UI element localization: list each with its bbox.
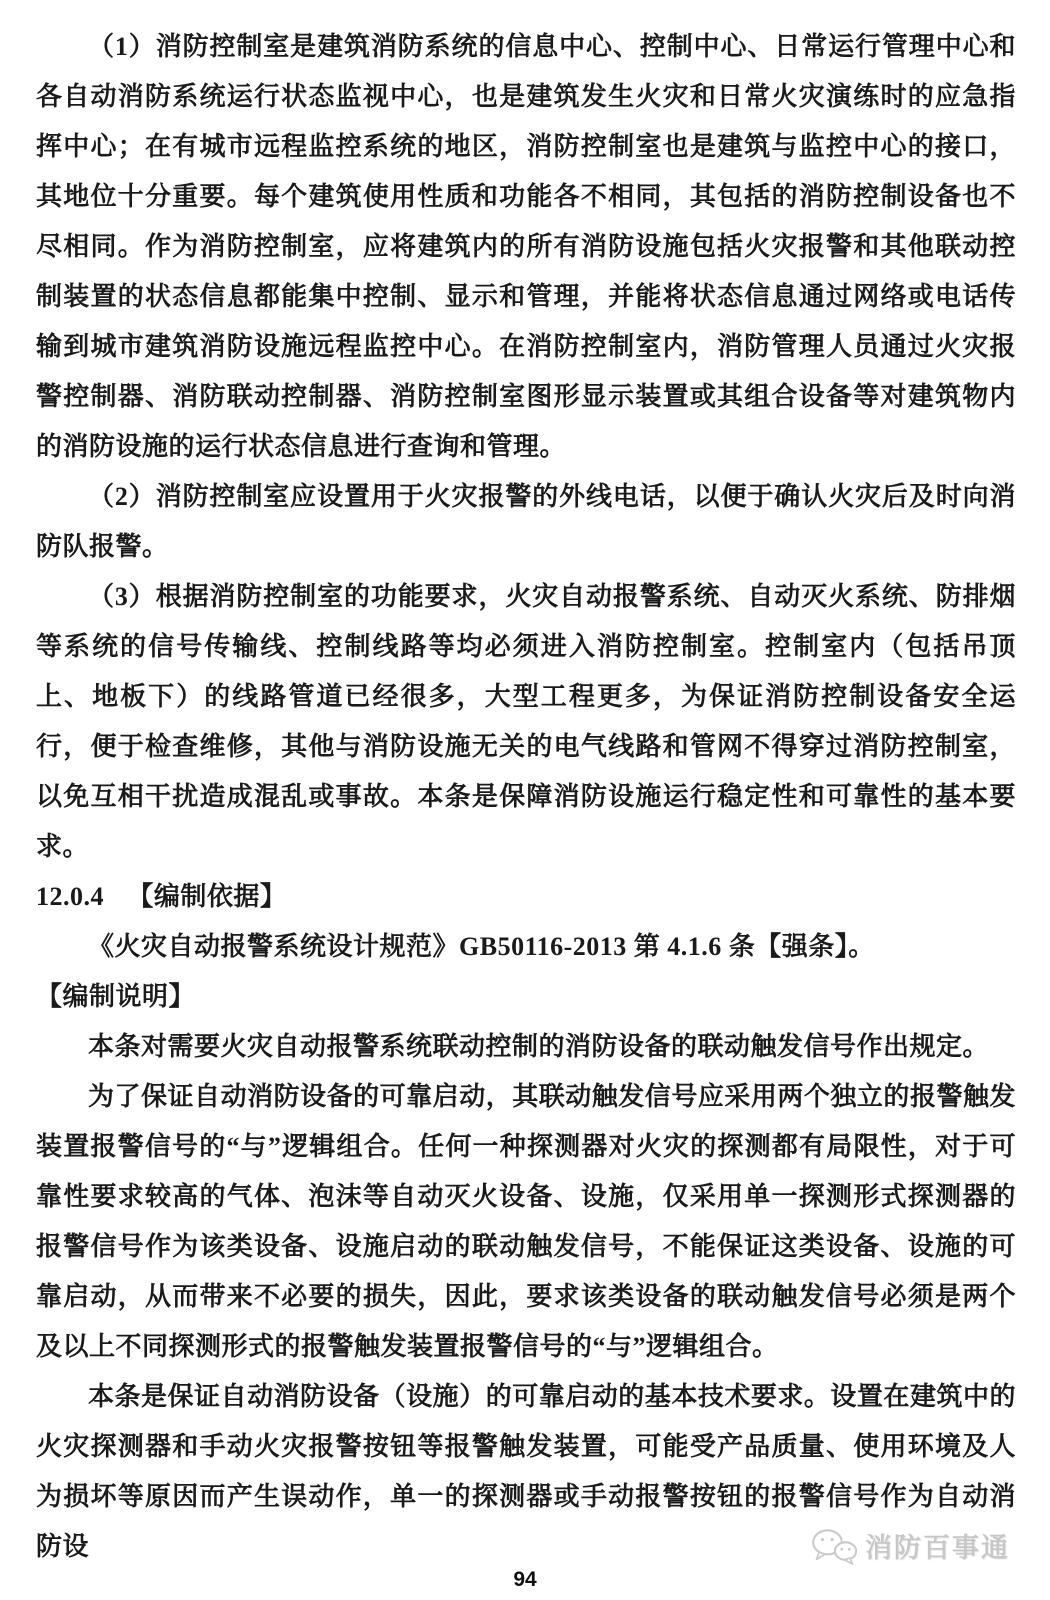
paragraph-item-3: （3）根据消防控制室的功能要求，火灾自动报警系统、自动灭火系统、防排烟等系统的信号传输线、控制线路等均必须进入消防控制室。控制室内（包括吊顶上、地板下）的线路管道已经很多，大型工程更多，为保证消防控制设备安全运行，便于检查维修，其他与消防设施无关的电气线路和管网不得穿过消防控制室，以免互相干扰造成混乱或事故。本条是保障消防设施运行稳定性和可靠性的基本要求。 [36,582,1016,861]
document-body [36,22,1016,1572]
paragraph-item-1: （1）消防控制室是建筑消防系统的信息中心、控制中心、日常运行管理中心和各自动消防系统运行状态监视中心，也是建筑发生火灾和日常火灾演练时的应急指挥中心；在有城市远程监控系统的地区，消防控制室也是建筑与监控中心的接口，其地位十分重要。每个建筑使用性质和功能各不相同，其包括的消防控制设备也不尽相同。作为消防控制室，应将建筑内的所有消防设施包括火灾报警和其他联动控制装置的状态信息都能集中控制、显示和管理，并能将状态信息通过网络或电话传输到城市建筑消防设施远程监控中心。在消防控制室内，消防管理人员通过火灾报警控制器、消防联动控制器、消防控制室图形显示装置或其组合设备等对建筑物内的消防设施的运行状态信息进行查询和管理。 [36,32,1016,461]
section-heading-explanation: 【编制说明】 [36,982,196,1011]
page-number: 94 [513,1568,537,1591]
section-number: 12.0.4 [36,882,104,911]
watermark [810,1526,1010,1565]
wechat-icon [810,1527,858,1565]
paragraph-item-2: （2）消防控制室应设置用于火灾报警的外线电话，以便于确认火灾后及时向消防队报警。 [36,482,1016,561]
paragraph-reference: 《火灾自动报警系统设计规范》GB50116-2013 第 4.1.6 条【强条】。 [88,932,875,961]
watermark-text: 消防百事通 [865,1533,1010,1563]
paragraph-explanation-1: 本条对需要火灾自动报警系统联动控制的消防设备的联动触发信号作出规定。 [88,1032,990,1061]
section-heading-title: 【编制依据】 [127,882,287,911]
paragraph-explanation-3: 本条是保证自动消防设备（设施）的可靠启动的基本技术要求。设置在建筑中的火灾探测器和手动火灾报警按钮等报警触发装置，可能受产品质量、使用环境及人为损坏等原因而产生误动作，单一的探测器或手动报警按钮的报警信号作为自动消防设 [36,1382,1016,1561]
section-heading-basis [36,872,1016,922]
paragraph-explanation-2: 为了保证自动消防设备的可靠启动，其联动触发信号应采用两个独立的报警触发装置报警信号的“与”逻辑组合。任何一种探测器对火灾的探测都有局限性，对于可靠性要求较高的气体、泡沫等自动灭火设备、设施，仅采用单一探测形式探测器的报警信号作为该类设备、设施启动的联动触发信号，不能保证这类设备、设施的可靠启动，从而带来不必要的损失，因此，要求该类设备的联动触发信号必须是两个及以上不同探测形式的报警触发装置报警信号的“与”逻辑组合。 [36,1082,1016,1361]
